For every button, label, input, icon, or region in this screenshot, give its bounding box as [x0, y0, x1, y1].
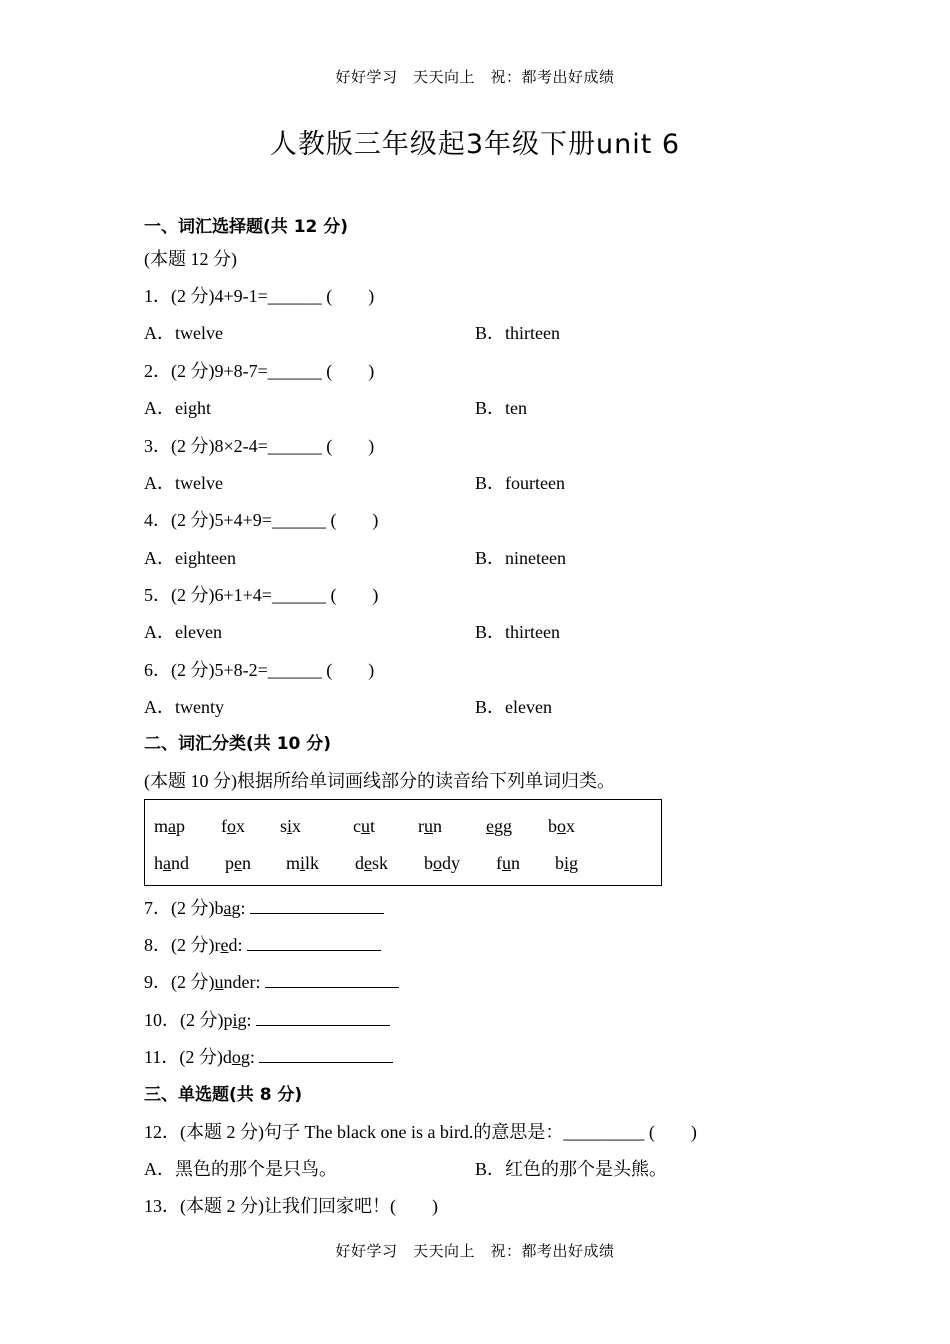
question-4: 4．(2 分)5+4+9=______ ( ) — [144, 510, 379, 530]
word: egg — [486, 816, 512, 836]
answer-blank[interactable] — [265, 971, 399, 988]
word: fun — [496, 853, 520, 873]
section2-heading: 二、词汇分类(共 10 分) — [144, 734, 332, 754]
section2-note: (本题 10 分)根据所给单词画线部分的读音给下列单词归类。 — [144, 771, 615, 791]
answer-blank[interactable] — [259, 1046, 393, 1063]
word: map — [154, 816, 186, 836]
question-5: 5．(2 分)6+1+4=______ ( ) — [144, 585, 379, 605]
option-b: B．eleven — [475, 697, 552, 717]
option-b: B．thirteen — [475, 323, 560, 343]
option-a: A．黑色的那个是只鸟。 — [144, 1159, 337, 1179]
answer-blank[interactable] — [250, 897, 384, 914]
page-title: 人教版三年级起3年级下册unit 6 — [269, 129, 681, 160]
option-a: A．twelve — [144, 473, 223, 493]
option-b: B．nineteen — [475, 548, 566, 568]
question-13: 13．(本题 2 分)让我们回家吧！( ) — [144, 1196, 438, 1216]
question-12: 12．(本题 2 分)句子 The black one is a bird.的意思是：_________ ( ) — [144, 1122, 697, 1142]
question-9: 9．(2 分)under: — [144, 971, 399, 993]
answer-blank[interactable] — [247, 934, 381, 951]
question-8: 8．(2 分)red: — [144, 934, 381, 956]
answer-blank[interactable] — [256, 1009, 390, 1026]
option-a: A．eight — [144, 398, 211, 418]
word: hand — [154, 853, 189, 873]
question-2: 2．(2 分)9+8-7=______ ( ) — [144, 361, 375, 381]
option-a: A．eighteen — [144, 548, 236, 568]
word: pen — [225, 853, 251, 873]
question-7: 7．(2 分)bag: — [144, 897, 384, 919]
option-b: B．thirteen — [475, 622, 560, 642]
option-b: B．红色的那个是头熊。 — [475, 1159, 668, 1179]
word: cut — [353, 816, 376, 836]
option-a: A．eleven — [144, 622, 222, 642]
question-10: 10．(2 分)pig: — [144, 1009, 390, 1031]
word: milk — [286, 853, 320, 873]
page-footer: 好好学习 天天向上 祝：都考出好成绩 — [335, 1242, 615, 1260]
word: fox — [221, 816, 245, 836]
question-6: 6．(2 分)5+8-2=______ ( ) — [144, 660, 375, 680]
word: body — [424, 853, 460, 873]
word: desk — [355, 853, 389, 873]
word: box — [548, 816, 575, 836]
section3-heading: 三、单选题(共 8 分) — [144, 1085, 303, 1105]
word: big — [555, 853, 579, 873]
option-a: A．twenty — [144, 697, 224, 717]
section1-heading: 一、词汇选择题(共 12 分) — [144, 217, 349, 237]
page-header: 好好学习 天天向上 祝：都考出好成绩 — [335, 68, 615, 86]
word-box — [144, 799, 662, 886]
word: six — [280, 816, 302, 836]
word: run — [418, 816, 442, 836]
question-11: 11．(2 分)dog: — [144, 1046, 393, 1068]
option-a: A．twelve — [144, 323, 223, 343]
section1-note: (本题 12 分) — [144, 249, 237, 269]
question-3: 3．(2 分)8×2-4=______ ( ) — [144, 436, 375, 456]
option-b: B．ten — [475, 398, 527, 418]
question-1: 1．(2 分)4+9-1=______ ( ) — [144, 286, 375, 306]
option-b: B．fourteen — [475, 473, 565, 493]
